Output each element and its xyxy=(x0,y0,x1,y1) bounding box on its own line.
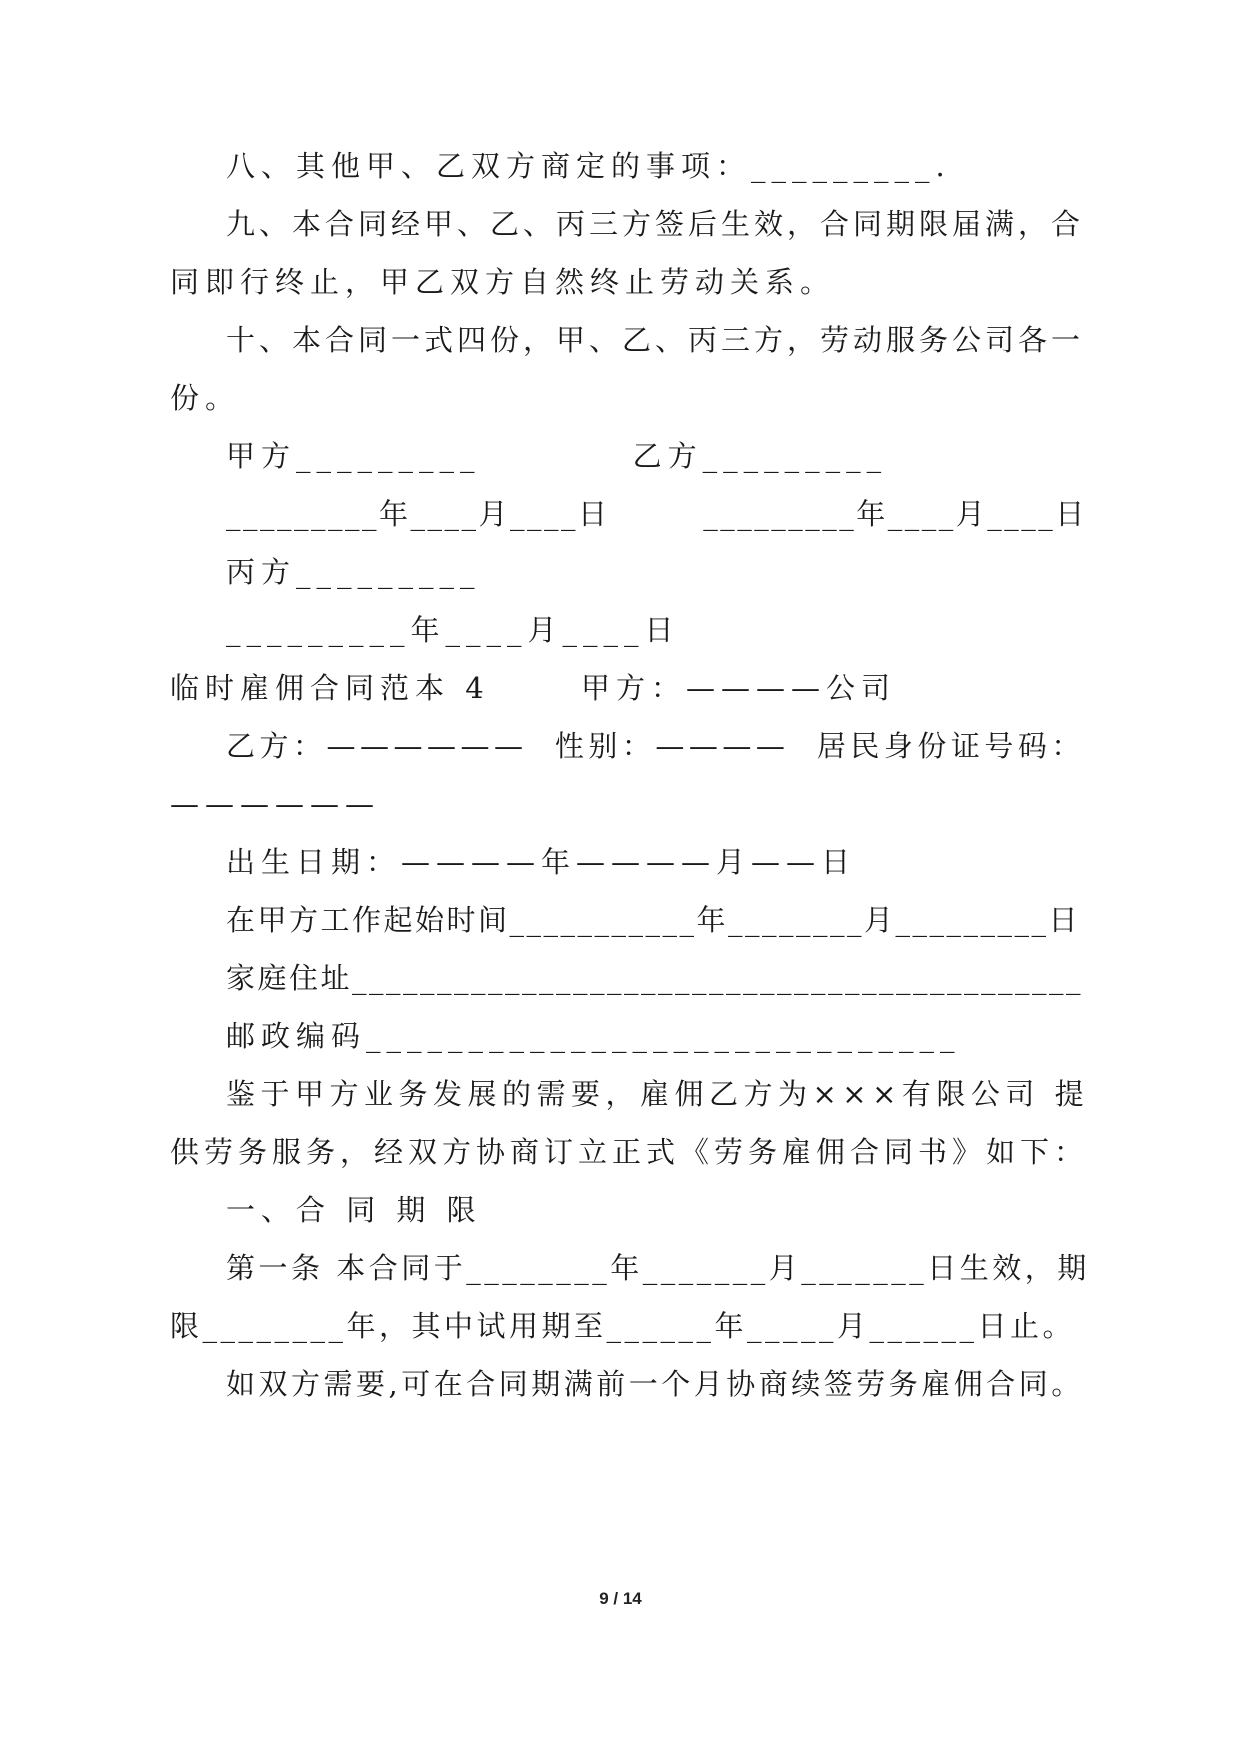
text-line: 八、其他甲、乙双方商定的事项：_________. xyxy=(226,149,951,183)
text-line: 限________年，其中试用期至______年_____月______日止。 xyxy=(170,1309,1076,1343)
text-line: 如双方需要,可在合同期满前一个月协商续签劳务雇佣合同。 xyxy=(226,1367,1084,1401)
signature-line-party-a-b: 甲方_________ 乙方_________ xyxy=(226,439,888,473)
page-number: 9 / 14 xyxy=(599,1589,642,1608)
text-line: 份。 xyxy=(170,381,241,415)
text-line: 鉴于甲方业务发展的需要，雇佣乙方为×××有限公司 提 xyxy=(226,1077,1090,1111)
text-line: 家庭住址___________________________________________ xyxy=(226,961,1084,995)
text-line: 九、本合同经甲、乙、丙三方签后生效，合同期限届满，合 xyxy=(226,207,1085,241)
text-line: 出生日期：————年————月——日 xyxy=(226,845,857,879)
signature-line-party-c: 丙方_________ xyxy=(226,555,481,589)
text-line: —————— xyxy=(170,787,380,821)
date-line-party-a-b: _________年____月____日 _________年____月____日 xyxy=(226,497,1087,531)
text-line: 供劳务服务，经双方协商订立正式《劳务雇佣合同书》如下： xyxy=(170,1135,1089,1169)
section-heading: 一、合 同 期 限 xyxy=(226,1193,482,1227)
contract-heading: 临时雇佣合同范本 4 甲方：————公司 xyxy=(170,671,896,705)
date-line-party-c: _________年____月____日 xyxy=(226,613,680,647)
text-line: 在甲方工作起始时间___________年________月_________日 xyxy=(226,903,1081,937)
text-line: 乙方：—————— 性别：———— 居民身份证号码： xyxy=(226,729,1085,763)
text-line: 同即行终止，甲乙双方自然终止劳动关系。 xyxy=(170,265,836,299)
text-line: 邮政编码_____________________________ xyxy=(226,1019,961,1053)
text-line: 第一条 本合同于________年_______月_______日生效，期 xyxy=(226,1251,1090,1285)
text-line: 十、本合同一式四份，甲、乙、丙三方，劳动服务公司各一 xyxy=(226,323,1085,357)
